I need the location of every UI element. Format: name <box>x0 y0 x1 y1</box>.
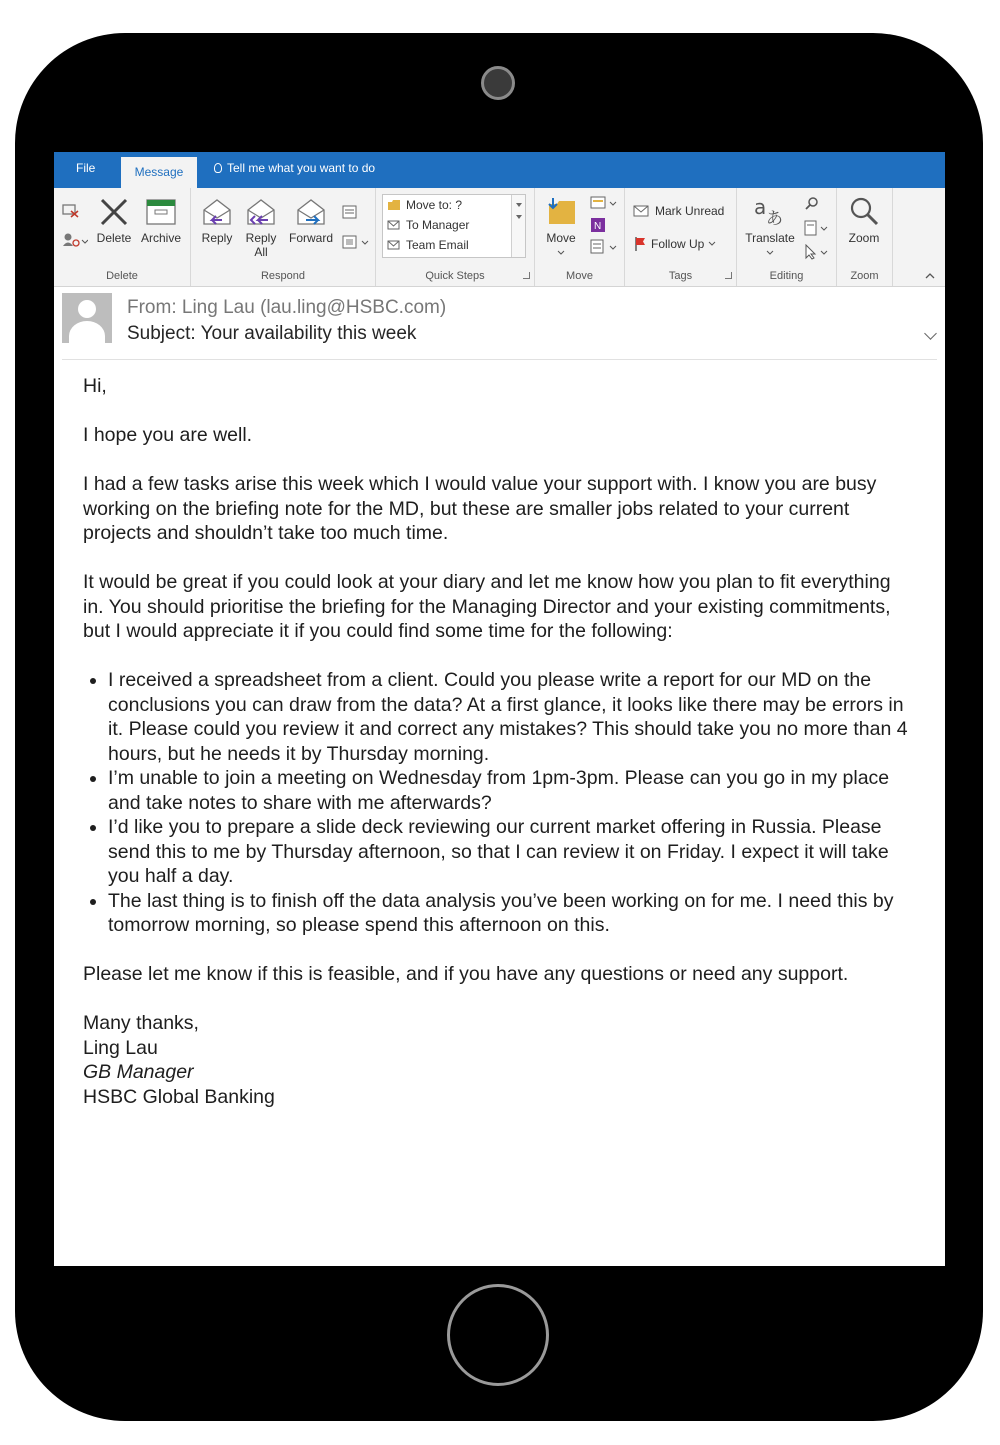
forward-icon <box>294 196 328 228</box>
respond-group-label: Respond <box>260 270 306 282</box>
body-paragraph: I hope you are well. <box>83 424 253 446</box>
quick-steps-group <box>376 188 535 286</box>
reply-label: Reply <box>201 231 233 245</box>
tab-file[interactable]: File <box>76 161 96 175</box>
find-icon[interactable] <box>803 196 821 212</box>
quick-step-label: Team Email <box>406 238 469 252</box>
more-respond-icon[interactable] <box>341 234 371 250</box>
collapse-ribbon-icon[interactable] <box>925 272 935 280</box>
task-item: • I’d like you to prepare a slide deck reviewing our current market offering in Russia. Please send this to me by Thursday afternoon, so that I can review it on Friday. I expect it will take you half a day. <box>108 815 913 889</box>
zoom-label: Zoom <box>848 231 880 245</box>
quick-step-to-manager[interactable] <box>383 215 525 235</box>
archive-label: Archive <box>140 231 181 245</box>
move-folder-icon <box>543 196 579 228</box>
svg-text:a: a <box>754 195 767 219</box>
folder-icon <box>387 199 401 211</box>
zoom-button[interactable] <box>841 196 887 245</box>
delete-x-icon <box>98 196 130 228</box>
tags-group <box>625 188 737 286</box>
zoom-group <box>837 188 893 286</box>
chevron-down-icon <box>766 250 774 256</box>
mark-unread-button[interactable] <box>633 204 724 218</box>
ignore-icon[interactable] <box>62 202 80 218</box>
translate-button[interactable] <box>741 194 799 259</box>
svg-text:N: N <box>594 221 602 232</box>
delete-group <box>54 188 191 286</box>
task-list <box>83 668 913 938</box>
delete-button[interactable] <box>96 196 132 245</box>
subject-line: Subject: Your availability this week <box>127 323 417 344</box>
chevron-down-icon <box>557 250 565 256</box>
onenote-icon[interactable] <box>589 216 607 234</box>
reply-button[interactable] <box>197 196 237 245</box>
ribbon-tab-bar <box>54 152 945 188</box>
message-body <box>83 374 913 1109</box>
junk-icon[interactable] <box>62 232 88 248</box>
editing-group-label: Editing <box>769 270 804 282</box>
chevron-down-icon <box>516 203 522 207</box>
rules-icon[interactable] <box>589 194 619 212</box>
forward-button[interactable] <box>285 196 337 245</box>
dialog-launcher-icon[interactable] <box>725 272 732 279</box>
zoom-group-label: Zoom <box>850 270 879 282</box>
message-header <box>54 287 945 359</box>
reply-all-icon <box>244 196 278 228</box>
body-paragraph: I had a few tasks arise this week which I would value your support with. I know you are busy working on the briefing note for the MD, but these are smaller jobs related to your current projects and shouldn’t take too much time. <box>83 473 877 544</box>
chevron-down-icon <box>516 215 522 219</box>
tablet-camera <box>481 66 515 100</box>
avatar-head <box>78 300 96 318</box>
flag-icon <box>633 236 647 252</box>
task-item: • The last thing is to finish off the data analysis you’ve been working on for me. I need this by tomorrow morning, so please spend this afternoon on this. <box>108 889 913 938</box>
signature-title: GB Manager <box>83 1061 194 1083</box>
sender-line[interactable]: From: Ling Lau (lau.ling@HSBC.com) <box>127 297 447 318</box>
reply-all-label-2: All <box>254 245 268 259</box>
ribbon <box>54 188 945 287</box>
outlook-window <box>54 152 945 1266</box>
archive-button[interactable] <box>138 196 184 245</box>
body-paragraph: Please let me know if this is feasible, and if you have any questions or need any support. <box>83 963 849 985</box>
translate-label: Translate <box>745 231 795 245</box>
tab-message[interactable]: Message <box>121 157 197 188</box>
home-button[interactable] <box>447 1284 549 1386</box>
quick-step-team-email[interactable] <box>383 235 525 255</box>
tell-me-search[interactable] <box>214 161 375 175</box>
greeting: Hi, <box>83 375 107 397</box>
chevron-down-icon <box>708 241 716 247</box>
lightbulb-icon <box>214 163 222 173</box>
delete-label: Delete <box>96 231 132 245</box>
quick-step-move-to[interactable] <box>383 195 525 215</box>
envelope-icon <box>633 204 651 218</box>
signature-name: Ling Lau <box>83 1036 158 1059</box>
header-divider <box>62 359 937 360</box>
quick-steps-label: Quick Steps <box>425 270 485 282</box>
avatar <box>62 293 112 343</box>
follow-up-label: Follow Up <box>651 237 705 251</box>
move-group-label: Move <box>566 270 593 282</box>
move-label: Move <box>546 231 576 245</box>
task-item: • I’m unable to join a meeting on Wednesday from 1pm-3pm. Please can you go in my place and take notes to share with me afterwards? <box>108 766 913 815</box>
quick-step-label: To Manager <box>406 218 470 232</box>
task-item: • I received a spreadsheet from a client. Could you please write a report for our MD on the conclusions you can draw from the data? At a first glance, it looks like there may be errors in it. Please could you review it and correct any mistakes? This should take you no more than 4 hours, but he needs it by Thursday morning. <box>108 668 913 766</box>
editing-group <box>737 188 837 286</box>
magnifier-icon <box>848 196 880 228</box>
quick-steps-gallery <box>382 194 526 258</box>
svg-text:あ: あ <box>766 209 783 228</box>
reply-all-button[interactable] <box>241 196 281 259</box>
archive-box-icon <box>145 196 177 228</box>
dialog-launcher-icon[interactable] <box>523 272 530 279</box>
mark-unread-label: Mark Unread <box>655 204 725 218</box>
reply-all-label-1: Reply <box>245 231 277 245</box>
delete-group-label: Delete <box>106 270 138 282</box>
reply-icon <box>200 196 234 228</box>
follow-up-button[interactable] <box>633 236 716 252</box>
forward-label: Forward <box>288 231 333 245</box>
quick-steps-scroll[interactable] <box>511 195 525 257</box>
meeting-icon[interactable] <box>341 204 359 220</box>
body-paragraph: It would be great if you could look at your diary and let me know how you plan to fit everything in. You should prioritise the briefing for the Managing Director and your existing commitments, but I would appreciate it if you could find some time for the following: <box>83 571 891 642</box>
envelope-arrow-icon <box>387 219 401 231</box>
related-icon[interactable] <box>803 220 831 236</box>
respond-group <box>191 188 376 286</box>
signoff: Many thanks, <box>83 1012 199 1034</box>
tell-me-label: Tell me what you want to do <box>227 161 376 175</box>
signature-company: HSBC Global Banking <box>83 1085 275 1108</box>
move-button[interactable] <box>539 196 583 259</box>
team-email-icon <box>387 239 401 251</box>
chevron-down-icon[interactable] <box>924 327 937 340</box>
select-cursor-icon[interactable] <box>803 244 831 260</box>
avatar-body <box>69 321 105 343</box>
actions-icon[interactable] <box>589 238 619 256</box>
quick-step-label: Move to: ? <box>406 198 463 212</box>
move-group <box>535 188 625 286</box>
tags-group-label: Tags <box>668 270 693 282</box>
translate-icon <box>752 194 788 228</box>
